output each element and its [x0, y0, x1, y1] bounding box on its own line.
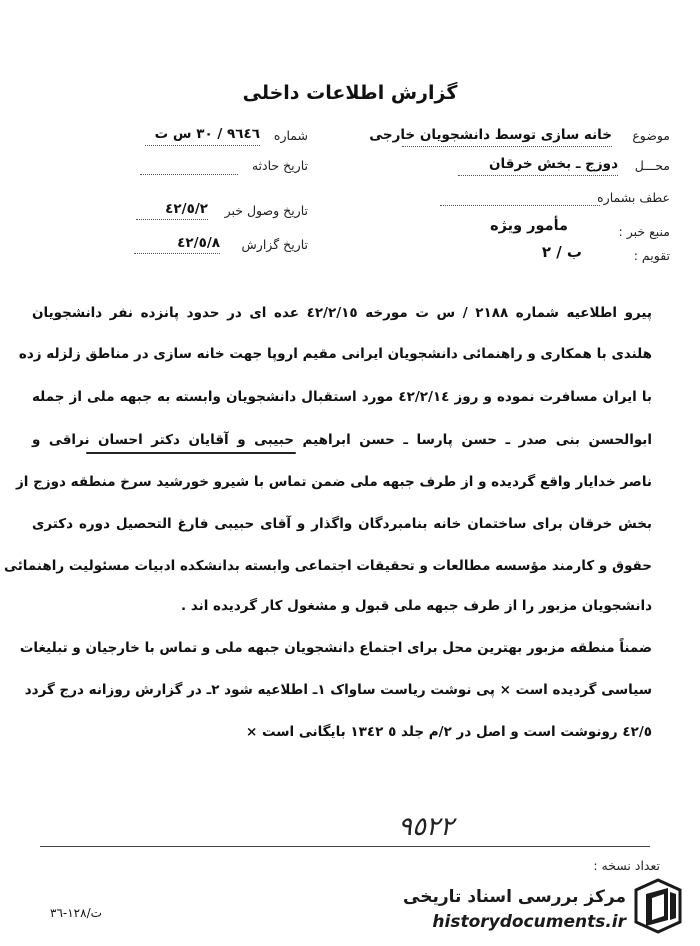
ref-label: عطف بشماره: [597, 190, 670, 205]
evaluation-value: ب / ٢: [541, 243, 582, 261]
body-line-2: هلندی با همکاری و راهنمائی دانشجویان ایرانی مقیم اروپا جهت خانه سازی در مناطق زلزله زده: [18, 346, 652, 362]
ref-dotted-line: [440, 205, 600, 206]
archive-logo-icon: [632, 878, 684, 934]
body-line-4: ابوالحسن بنی صدر ـ حسن پارسا ـ حسن ابراهیم حبیبی و آقایان دکتر احسان نراقی و: [32, 432, 652, 448]
body-line-8: دانشجویان مزبور را از طرف جبهه ملی قبول و مشغول کار گردیده اند .: [181, 598, 652, 614]
subject-dotted-line: [402, 146, 612, 147]
watermark-url: historydocuments.ir: [432, 912, 626, 932]
body-line-6: بخش خرقان برای ساختمان خانه بنامبردگان واگذار و آقای حبیبی فارغ التحصیل دوره دکتری: [32, 516, 652, 532]
receipt-date-dotted-line: [136, 219, 208, 220]
body-line-1: پیرو اطلاعیه شماره ٢١٨٨ / س ت مورخه ٤٢/٢/١٥ عده ای در حدود پانزده نفر دانشجویان: [32, 305, 652, 321]
watermark-org-name: مرکز بررسی اسناد تاریخی: [403, 887, 626, 907]
body-line-9: ضمناً منطقه مزبور بهترین محل برای اجتماع دانشجویان جبهه ملی و تماس با خارجیان و تبلیغات: [19, 640, 652, 656]
receipt-date-label: تاریخ وصول خبر: [224, 203, 308, 218]
body-line-7: حقوق و کارمند مؤسسه مطالعات و تحقیقات اجتماعی وابسته بدانشکده ادبیات مسئولیت راهنمائی: [4, 558, 652, 574]
evaluation-label: تقویم :: [633, 248, 670, 263]
number-dotted-line: [145, 145, 260, 146]
place-dotted-line: [458, 175, 618, 176]
place-label: محـــل: [634, 158, 670, 173]
place-value: دوزج ـ بخش خرقان: [489, 156, 618, 172]
incident-date-dotted-line: [140, 174, 238, 175]
subject-label: موضوع: [632, 128, 670, 143]
subject-value: خانه سازی توسط دانشجویان خارجی: [369, 127, 612, 143]
report-date-dotted-line: [134, 253, 220, 254]
handwritten-underline: [86, 452, 296, 454]
source-value: مأمور ویژه: [490, 218, 568, 234]
copies-label: تعداد نسخه :: [593, 858, 660, 873]
body-line-11: ٤٢/٥ رونوشت است و اصل در ٢/م جلد ٥ ١٣٤٢ بایگانی است ×: [245, 724, 652, 740]
source-label: منبع خبر :: [618, 224, 670, 239]
report-date-value: ٤٢/٥/٨: [177, 235, 220, 251]
receipt-date-value: ٤٢/٥/٢: [165, 201, 208, 217]
handwritten-number: ٩٥٢٢: [398, 812, 454, 842]
form-code: ت/١٢٨-٣٦: [50, 906, 102, 920]
incident-date-label: تاریخ حادثه: [251, 158, 308, 173]
body-line-10: سیاسی گردیده است × پی نوشت ریاست ساواک ١ـ اطلاعیه شود ٢ـ در گزارش روزانه درج گردد: [24, 682, 652, 698]
page-title: گزارش اطلاعات داخلی: [242, 82, 458, 104]
body-line-5: ناصر خدایار واقع گردیده و از طرف جبهه ملی ضمن تماس با شیرو خورشید سرخ منطقه دوزج از: [16, 474, 652, 490]
body-line-3: با ایران مسافرت نموده و روز ٤٢/٢/١٤ مورد استقبال دانشجویان وابسته به جبهه ملی از جمله: [32, 389, 653, 405]
bottom-divider: [40, 846, 650, 847]
number-label: شماره: [273, 128, 308, 143]
report-date-label: تاریخ گزارش: [241, 237, 308, 252]
number-value: ٩٦٤٦ / ٣٠ س ت: [154, 126, 260, 142]
